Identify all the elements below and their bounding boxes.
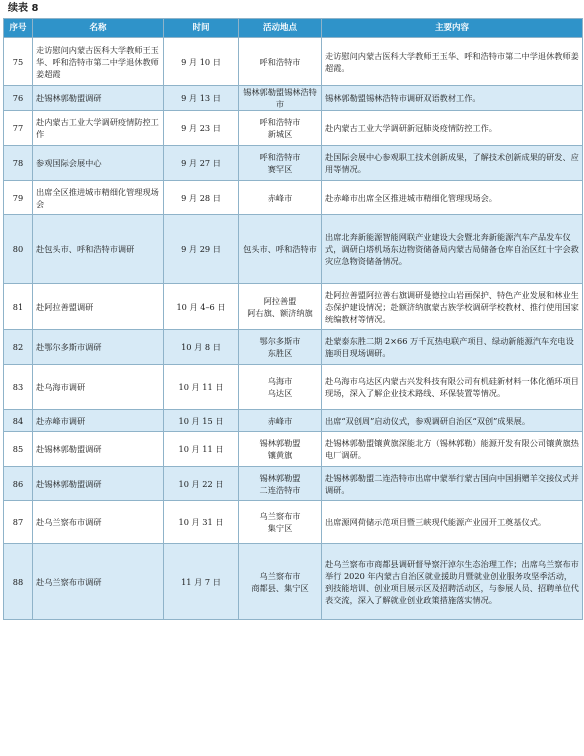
activity-name: 赴锡林郭勒盟调研	[33, 467, 164, 501]
table-row	[4, 544, 583, 620]
row-number: 79	[4, 181, 33, 215]
activity-date: 9 月 27 日	[164, 146, 239, 181]
table-row	[4, 365, 583, 410]
activity-name: 走访慰问内蒙古医科大学教师王玉华、呼和浩特市第二中学退休教师姜超霞	[33, 38, 164, 86]
table-row	[4, 330, 583, 365]
row-number: 84	[4, 410, 33, 432]
activity-content: 赴乌海市乌达区内蒙古兴发科技有限公司有机硅新材料一体化循环项目现场，深入了解企业技术路线、环保装置等情况。	[322, 365, 583, 410]
table-row	[4, 86, 583, 111]
activity-date: 9 月 28 日	[164, 181, 239, 215]
table-row	[4, 111, 583, 146]
row-number: 88	[4, 544, 33, 620]
activity-location: 阿拉善盟 阿右旗、额济纳旗	[239, 284, 322, 330]
table-body	[4, 38, 583, 620]
activity-name: 赴内蒙古工业大学调研疫情防控工作	[33, 111, 164, 146]
row-number: 77	[4, 111, 33, 146]
table-row	[4, 432, 583, 467]
table-caption: 续表 8	[8, 3, 39, 14]
activity-location: 乌兰察布市 商都县、集宁区	[239, 544, 322, 620]
activity-name: 出席全区推进城市精细化管理现场会	[33, 181, 164, 215]
activity-content: 赴锡林郭勒盟镶黄旗深能北方（锡林郭勒）能源开发有限公司镶黄旗热电厂调研。	[322, 432, 583, 467]
row-number: 87	[4, 501, 33, 544]
row-number: 86	[4, 467, 33, 501]
table-header-row	[4, 19, 583, 38]
activity-date: 9 月 13 日	[164, 86, 239, 111]
activity-name: 赴赤峰市调研	[33, 410, 164, 432]
activity-content: 走访慰问内蒙古医科大学教师王玉华、呼和浩特市第二中学退休教师姜超霞。	[322, 38, 583, 86]
activity-content: 赴蒙泰东胜二期 2×66 万千瓦热电联产项目、绿动新能源汽车充电设施项目现场调研。	[322, 330, 583, 365]
activity-date: 9 月 23 日	[164, 111, 239, 146]
activity-content: 出席“双创周”启动仪式，参观调研自治区“双创”成果展。	[322, 410, 583, 432]
activity-location: 锡林郭勒盟 镶黄旗	[239, 432, 322, 467]
table-row	[4, 38, 583, 86]
activity-date: 11 月 7 日	[164, 544, 239, 620]
row-number: 83	[4, 365, 33, 410]
activity-location: 呼和浩特市 新城区	[239, 111, 322, 146]
header-date: 时间	[164, 19, 239, 38]
header-location: 活动地点	[239, 19, 322, 38]
table-row	[4, 284, 583, 330]
row-number: 85	[4, 432, 33, 467]
activity-date: 10 月 8 日	[164, 330, 239, 365]
activity-content: 赴赤峰市出席全区推进城市精细化管理现场会。	[322, 181, 583, 215]
row-number: 80	[4, 215, 33, 284]
activity-location: 锡林郭勒盟 二连浩特市	[239, 467, 322, 501]
activity-name: 赴锡林郭勒盟调研	[33, 432, 164, 467]
row-number: 81	[4, 284, 33, 330]
activity-name: 赴锡林郭勒盟调研	[33, 86, 164, 111]
activity-date: 10 月 15 日	[164, 410, 239, 432]
activity-date: 10 月 11 日	[164, 432, 239, 467]
table-row	[4, 215, 583, 284]
activity-location: 呼和浩特市 赛罕区	[239, 146, 322, 181]
activity-content: 赴锡林郭勒盟二连浩特市出席中蒙举行蒙古国向中国捐赠羊交接仪式并调研。	[322, 467, 583, 501]
activity-date: 10 月 31 日	[164, 501, 239, 544]
table-row	[4, 501, 583, 544]
header-name: 名称	[33, 19, 164, 38]
row-number: 78	[4, 146, 33, 181]
table-row	[4, 410, 583, 432]
activity-content: 锡林郭勒盟锡林浩特市调研双语教材工作。	[322, 86, 583, 111]
activity-location: 乌海市 乌达区	[239, 365, 322, 410]
activity-date: 9 月 29 日	[164, 215, 239, 284]
activity-location: 鄂尔多斯市 东胜区	[239, 330, 322, 365]
activity-location: 锡林郭勒盟锡林浩特市	[239, 86, 322, 111]
activity-name: 赴阿拉善盟调研	[33, 284, 164, 330]
activity-location: 包头市、呼和浩特市	[239, 215, 322, 284]
activity-name: 参观国际会展中心	[33, 146, 164, 181]
activity-date: 10 月 22 日	[164, 467, 239, 501]
activity-table	[3, 18, 583, 620]
activity-content: 赴乌兰察布市商都县调研督导察汗淖尔生态治理工作；出席乌兰察布市举行 2020 年内蒙古自治区就业援助月暨就业创业服务攻坚季活动，到技能培训、创业项目展示区及招聘活动区，与参展人员、招聘单位代表交流，深入了解就业创业政策措施落实情况。	[322, 544, 583, 620]
activity-name: 赴乌兰察布市调研	[33, 501, 164, 544]
activity-location: 呼和浩特市	[239, 38, 322, 86]
row-number: 82	[4, 330, 33, 365]
activity-date: 10 月 4–6 日	[164, 284, 239, 330]
activity-location: 赤峰市	[239, 410, 322, 432]
table-row	[4, 146, 583, 181]
row-number: 76	[4, 86, 33, 111]
activity-name: 赴包头市、呼和浩特市调研	[33, 215, 164, 284]
activity-content: 出席北奔新能源智能网联产业建设大会暨北奔新能源汽车产品发车仪式，调研白塔机场东边物资储备局内蒙古局储备仓库自治区红十字会救灾应急物资储备情况。	[322, 215, 583, 284]
activity-name: 赴乌海市调研	[33, 365, 164, 410]
activity-name: 赴乌兰察布市调研	[33, 544, 164, 620]
header-no: 序号	[4, 19, 33, 38]
activity-content: 出席源网荷储示范项目暨三峡现代能源产业园开工奠基仪式。	[322, 501, 583, 544]
activity-date: 10 月 11 日	[164, 365, 239, 410]
row-number: 75	[4, 38, 33, 86]
header-content: 主要内容	[322, 19, 583, 38]
activity-location: 乌兰察布市 集宁区	[239, 501, 322, 544]
activity-content: 赴阿拉善盟阿拉善右旗调研曼德拉山岩画保护、特色产业发展和林业生态保护建设情况；赴额济纳旗蒙古族学校调研学校教材、推行使用国家统编教材等情况。	[322, 284, 583, 330]
activity-content: 赴内蒙古工业大学调研新冠肺炎疫情防控工作。	[322, 111, 583, 146]
activity-date: 9 月 10 日	[164, 38, 239, 86]
table-row	[4, 467, 583, 501]
activity-content: 赴国际会展中心参观职工技术创新成果，了解技术创新成果的研发、应用等情况。	[322, 146, 583, 181]
activity-name: 赴鄂尔多斯市调研	[33, 330, 164, 365]
activity-location: 赤峰市	[239, 181, 322, 215]
table-row	[4, 181, 583, 215]
